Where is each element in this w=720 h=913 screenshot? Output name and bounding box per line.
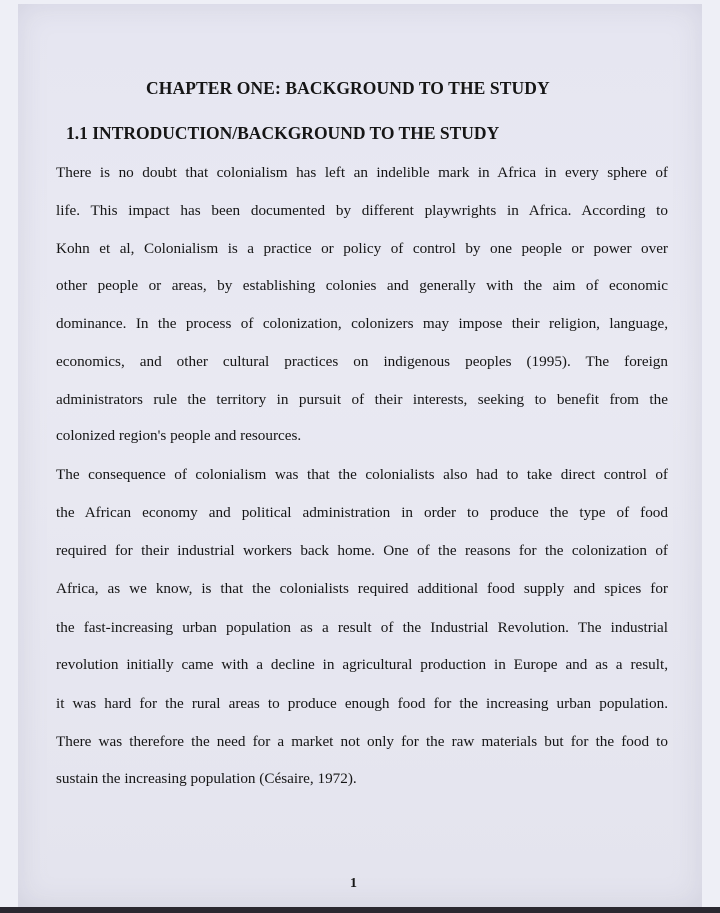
paragraph-line: sustain the increasing population (Césaire, 1972).: [56, 770, 357, 787]
paragraph-line: colonized region's people and resources.: [56, 427, 302, 444]
paragraph-line: the fast-increasing urban population as a result of the Industrial Revolution. The industrial: [56, 619, 668, 636]
paragraph-line: other people or areas, by establishing colonies and generally with the aim of economic: [56, 277, 668, 294]
paragraph-line: Kohn et al, Colonialism is a practice or policy of control by one people or power over: [56, 240, 668, 257]
paragraph-line: Africa, as we know, is that the colonialists required additional food supply and spices for: [56, 580, 668, 597]
page-bottom-edge: [0, 907, 720, 913]
chapter-title: CHAPTER ONE: BACKGROUND TO THE STUDY: [146, 78, 550, 98]
paragraph-line: life. This impact has been documented by different playwrights in Africa. According to: [56, 202, 668, 219]
paragraph-line: administrators rule the territory in pursuit of their interests, seeking to benefit from the: [56, 391, 668, 408]
paragraph-line: dominance. In the process of colonization, colonizers may impose their religion, language,: [56, 315, 668, 332]
paragraph-line: the African economy and political administration in order to produce the type of food: [56, 504, 668, 521]
section-title: 1.1 INTRODUCTION/BACKGROUND TO THE STUDY: [66, 123, 500, 143]
paragraph-line: economics, and other cultural practices on indigenous peoples (1995). The foreign: [56, 353, 668, 370]
paragraph-line: There was therefore the need for a market not only for the raw materials but for the food to: [56, 733, 668, 750]
paragraph-line: it was hard for the rural areas to produce enough food for the increasing urban population.: [56, 695, 668, 712]
paragraph-line: required for their industrial workers back home. One of the reasons for the colonization of: [56, 542, 668, 559]
page-number: 1: [350, 876, 357, 891]
document-page: [18, 4, 702, 907]
paragraph-line: The consequence of colonialism was that the colonialists also had to take direct control of: [56, 466, 668, 483]
paragraph-line: There is no doubt that colonialism has left an indelible mark in Africa in every sphere of: [56, 164, 668, 181]
paragraph-line: revolution initially came with a decline in agricultural production in Europe and as a result,: [56, 656, 668, 673]
